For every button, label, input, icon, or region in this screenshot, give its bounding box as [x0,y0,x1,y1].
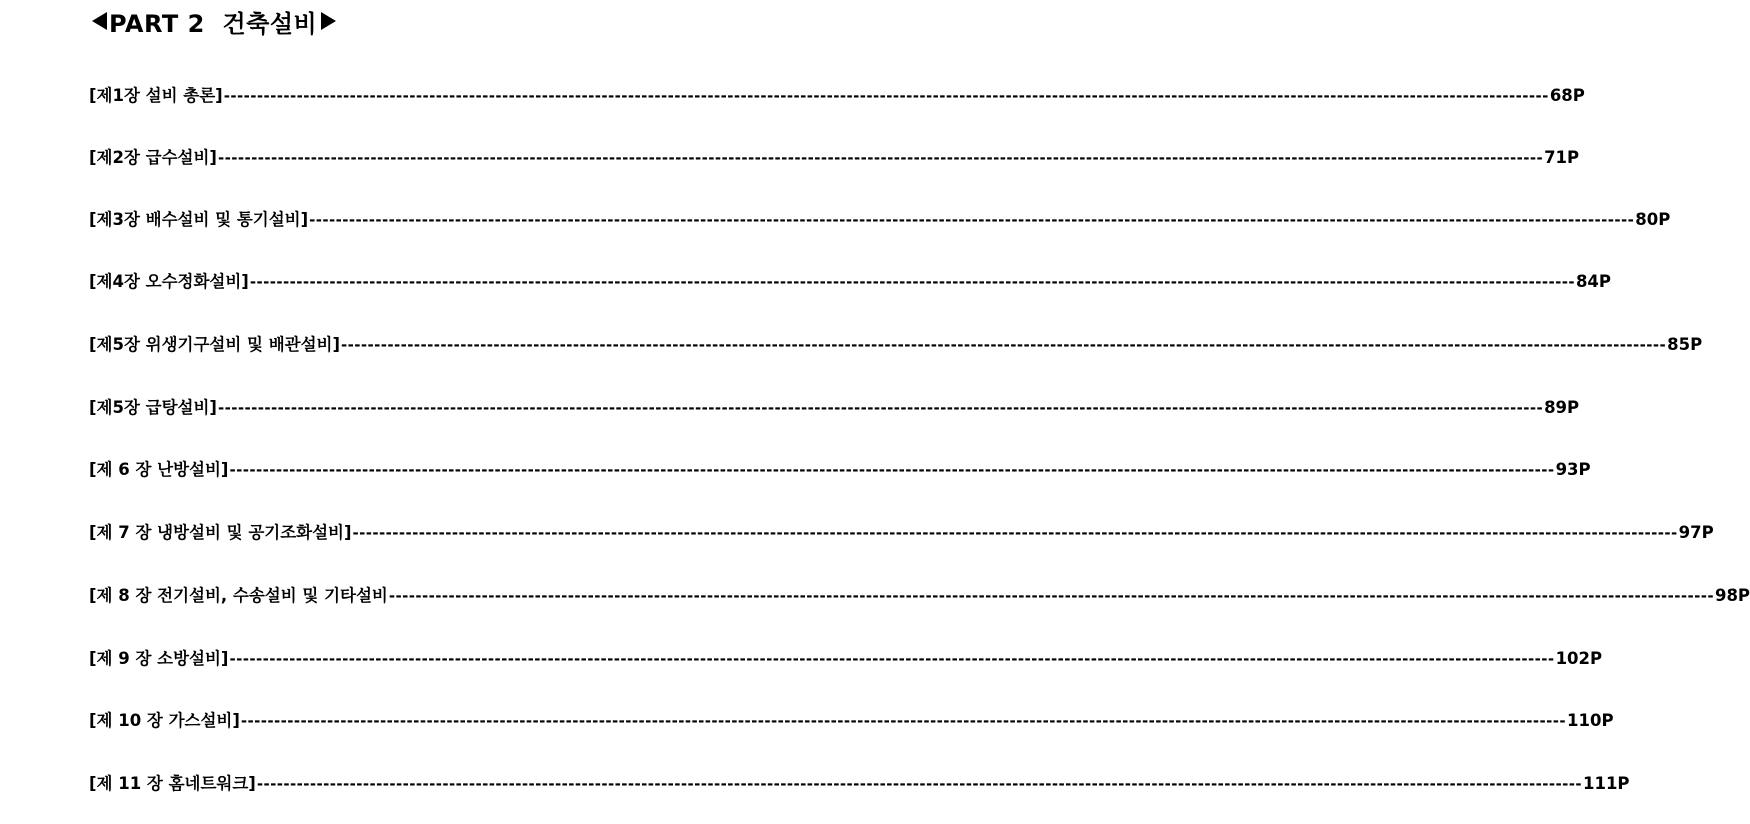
toc-entry [89,206,1671,230]
toc-entry-page: 71P [1544,148,1580,167]
toc-entry-title: [제 11 장 홈네트워크] [89,774,256,793]
toc-entry [89,770,1630,794]
toc-entry-title: [제2장 급수설비] [89,148,217,167]
toc-entry-page: 85P [1667,335,1703,354]
toc-leader-dashes: -------------------------------------------------------------------------------------------------------------------------------------------------------------------------------------------------------- [223,87,1549,105]
toc-leader-dashes: -------------------------------------------------------------------------------------------------------------------------------------------------------------------------------------------------------- [217,149,1544,167]
toc-entry-page: 98P [1714,586,1750,605]
toc-entry-page: 97P [1678,523,1714,542]
toc-entry-title: [제4장 오수정화설비] [89,272,249,291]
toc-leader-dashes: -------------------------------------------------------------------------------------------------------------------------------------------------------------------------------------------------------- [229,461,1555,479]
page-heading-text: PART 2 건축설비 [109,9,318,38]
toc-entry [89,456,1591,480]
toc-entry-title: [제5장 급탕설비] [89,398,217,417]
toc-leader-dashes: -------------------------------------------------------------------------------------------------------------------------------------------------------------------------------------------------------- [256,775,1582,793]
toc-entry [89,82,1585,106]
toc-entry-page: 68P [1549,86,1585,105]
page-heading [92,4,336,38]
toc-leader-dashes: -------------------------------------------------------------------------------------------------------------------------------------------------------------------------------------------------------- [249,273,1575,291]
toc-leader-dashes: -------------------------------------------------------------------------------------------------------------------------------------------------------------------------------------------------------- [388,587,1714,605]
toc-entry [89,519,1714,543]
toc-leader-dashes: -------------------------------------------------------------------------------------------------------------------------------------------------------------------------------------------------------- [309,211,1635,229]
toc-entry-title: [제3장 배수설비 및 통기설비] [89,210,309,229]
toc-entry-title: [제 6 장 난방설비] [89,460,229,479]
toc-entry [89,394,1580,418]
toc-entry-title: [제5장 위생기구설비 및 배관설비] [89,335,341,354]
toc-entry-page: 110P [1567,711,1614,730]
toc-entry-page: 89P [1544,398,1580,417]
toc-entry [89,144,1580,168]
toc-entry [89,707,1614,731]
toc-entry-page: 84P [1575,272,1612,291]
toc-entry [89,582,1750,606]
toc-entry-title: [제 8 장 전기설비, 수송설비 및 기타설비 [89,586,388,605]
toc-entry-title: [제 7 장 냉방설비 및 공기조화설비] [89,523,352,542]
toc-leader-dashes: -------------------------------------------------------------------------------------------------------------------------------------------------------------------------------------------------------- [341,336,1667,354]
toc-entry-page: 80P [1635,210,1671,229]
toc-entry-title: [제 10 장 가스설비] [89,711,240,730]
toc-entry [89,331,1703,355]
toc-entry-page: 93P [1555,460,1591,479]
toc-leader-dashes: -------------------------------------------------------------------------------------------------------------------------------------------------------------------------------------------------------- [217,399,1544,417]
toc-entry [89,645,1603,669]
toc-entry-page: 102P [1555,649,1603,668]
toc-leader-dashes: -------------------------------------------------------------------------------------------------------------------------------------------------------------------------------------------------------- [352,524,1678,542]
triangle-right-icon [321,12,336,30]
toc-entry-page: 111P [1582,774,1630,793]
toc-entry-title: [제 9 장 소방설비] [89,649,229,668]
toc-leader-dashes: -------------------------------------------------------------------------------------------------------------------------------------------------------------------------------------------------------- [240,712,1567,730]
toc-leader-dashes: -------------------------------------------------------------------------------------------------------------------------------------------------------------------------------------------------------- [229,650,1555,668]
triangle-left-icon [92,12,107,30]
toc-entry [89,268,1612,292]
toc-entry-title: [제1장 설비 총론] [89,86,223,105]
